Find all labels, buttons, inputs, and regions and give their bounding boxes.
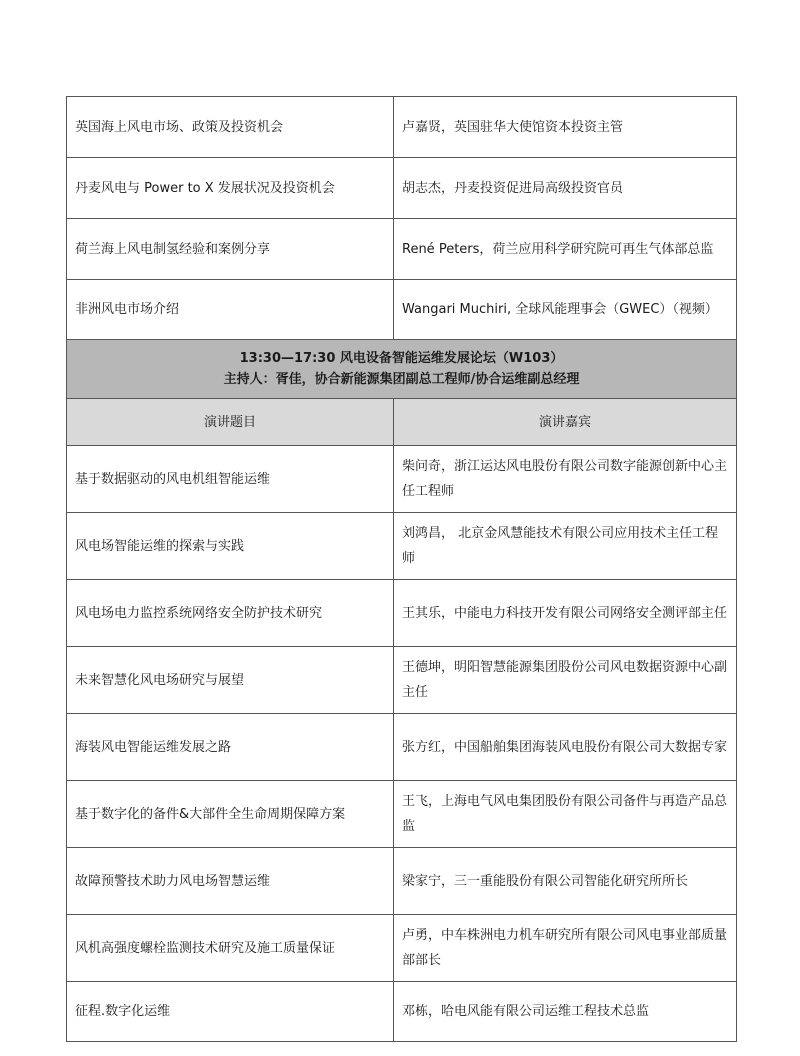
speaker-cell: 刘鸿昌， 北京金风慧能技术有限公司应用技术主任工程师 (394, 513, 737, 580)
table-row (67, 714, 737, 781)
table-row (67, 915, 737, 982)
speaker-cell: 张方红，中国船舶集团海装风电股份有限公司大数据专家 (394, 714, 737, 781)
topic-cell: 征程.数字化运维 (67, 982, 394, 1042)
topic-cell: 海装风电智能运维发展之路 (67, 714, 394, 781)
speaker-cell: 王其乐，中能电力科技开发有限公司网络安全测评部主任 (394, 580, 737, 647)
speaker-cell: 王德坤，明阳智慧能源集团股份公司风电数据资源中心副主任 (394, 647, 737, 714)
table-row (67, 97, 737, 158)
session-title: 13:30—17:30 风电设备智能运维发展论坛（W103） (239, 351, 564, 366)
table-row (67, 781, 737, 848)
speaker-cell: 梁家宁，三一重能股份有限公司智能化研究所所长 (394, 848, 737, 915)
table-row (67, 446, 737, 513)
table-row (67, 280, 737, 340)
table-row (67, 647, 737, 714)
table-row (67, 158, 737, 219)
session-heading (67, 340, 737, 399)
session-host: 主持人：胥佳，协合新能源集团副总工程师/协合运维副总经理 (223, 372, 580, 387)
column-header-topic: 演讲题目 (67, 399, 394, 446)
table-row (67, 982, 737, 1042)
table-row (67, 219, 737, 280)
speaker-cell: 柴问奇，浙江运达风电股份有限公司数字能源创新中心主任工程师 (394, 446, 737, 513)
speaker-cell: 卢勇，中车株洲电力机车研究所有限公司风电事业部质量部部长 (394, 915, 737, 982)
topic-cell: 荷兰海上风电制氢经验和案例分享 (67, 219, 394, 280)
speaker-cell: 王飞，上海电气风电集团股份有限公司备件与再造产品总监 (394, 781, 737, 848)
table-row (67, 513, 737, 580)
topic-cell: 风电场智能运维的探索与实践 (67, 513, 394, 580)
topic-cell: 丹麦风电与 Power to X 发展状况及投资机会 (67, 158, 394, 219)
topic-cell: 风机高强度螺栓监测技术研究及施工质量保证 (67, 915, 394, 982)
topic-cell: 未来智慧化风电场研究与展望 (67, 647, 394, 714)
speaker-cell: Wangari Muchiri, 全球风能理事会（GWEC）（视频） (394, 280, 737, 340)
speaker-cell: 邓栋，哈电风能有限公司运维工程技术总监 (394, 982, 737, 1042)
agenda-table (66, 96, 737, 1042)
topic-cell: 风电场电力监控系统网络安全防护技术研究 (67, 580, 394, 647)
agenda-page (66, 96, 736, 1042)
topic-cell: 基于数据驱动的风电机组智能运维 (67, 446, 394, 513)
topic-cell: 故障预警技术助力风电场智慧运维 (67, 848, 394, 915)
speaker-cell: 胡志杰，丹麦投资促进局高级投资官员 (394, 158, 737, 219)
speaker-cell: René Peters，荷兰应用科学研究院可再生气体部总监 (394, 219, 737, 280)
session-heading-row (67, 340, 737, 399)
topic-cell: 基于数字化的备件&大部件全生命周期保障方案 (67, 781, 394, 848)
table-row (67, 580, 737, 647)
table-row (67, 848, 737, 915)
topic-cell: 非洲风电市场介绍 (67, 280, 394, 340)
topic-cell: 英国海上风电市场、政策及投资机会 (67, 97, 394, 158)
speaker-cell: 卢嘉贤，英国驻华大使馆资本投资主管 (394, 97, 737, 158)
column-header-row (67, 399, 737, 446)
column-header-speaker: 演讲嘉宾 (394, 399, 737, 446)
